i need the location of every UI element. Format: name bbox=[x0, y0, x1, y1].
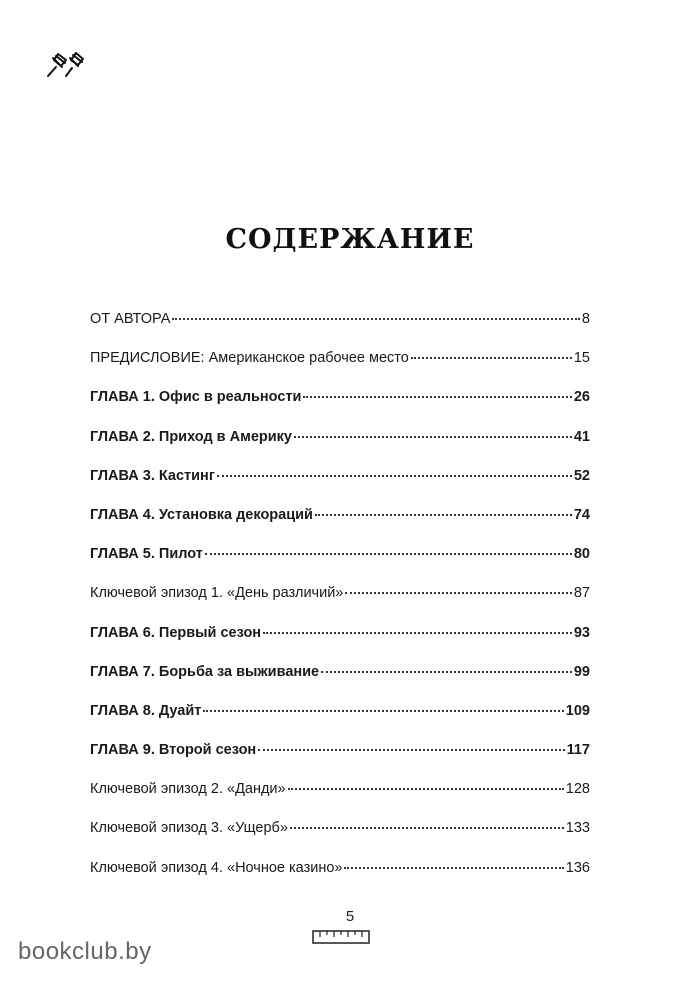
toc-entry-title: Дуайт bbox=[158, 702, 202, 719]
toc-entry-label bbox=[90, 662, 319, 682]
toc-chapter-number: ГЛАВА 5. bbox=[90, 546, 155, 563]
toc-page-number: 26 bbox=[573, 389, 590, 406]
toc-page-number: 52 bbox=[573, 467, 590, 484]
table-of-contents bbox=[90, 309, 590, 897]
toc-page-number: 87 bbox=[573, 585, 590, 602]
toc-chapter-number: ГЛАВА 9. bbox=[90, 742, 155, 759]
page-number: 5 bbox=[345, 908, 355, 925]
toc-dot-leader bbox=[258, 748, 564, 751]
toc-entry-label bbox=[90, 740, 256, 760]
toc-entry-title: ПРЕДИСЛОВИЕ: Американское рабочее место bbox=[90, 350, 409, 367]
toc-page-number: 93 bbox=[573, 624, 590, 641]
toc-page-number: 136 bbox=[565, 859, 590, 876]
toc-entry-title: Офис в реальности bbox=[158, 389, 302, 406]
toc-chapter-number: ГЛАВА 3. bbox=[90, 467, 155, 484]
toc-page-number: 128 bbox=[565, 781, 590, 798]
toc-entry-title: Ключевой эпизод 4. «Ночное казино» bbox=[90, 859, 343, 876]
toc-entry bbox=[90, 858, 590, 897]
toc-entry-title: Ключевой эпизод 2. «Данди» bbox=[90, 781, 286, 798]
toc-chapter-number: ГЛАВА 2. bbox=[90, 428, 155, 445]
toc-page-number: 109 bbox=[565, 702, 590, 719]
toc-entry-label bbox=[90, 583, 343, 603]
toc-entry-title: ОТ АВТОРА bbox=[90, 311, 171, 327]
toc-entry bbox=[90, 505, 590, 544]
toc-entry-label bbox=[90, 623, 261, 643]
page-title: СОДЕРЖАНИЕ bbox=[225, 224, 475, 255]
toc-entry-label bbox=[90, 544, 203, 564]
toc-entry-label bbox=[90, 466, 215, 486]
toc-dot-leader bbox=[217, 474, 572, 477]
toc-chapter-number: ГЛАВА 1. bbox=[90, 389, 155, 406]
toc-entry bbox=[90, 740, 590, 779]
toc-entry bbox=[90, 544, 590, 583]
toc-entry bbox=[90, 427, 590, 466]
toc-dot-leader bbox=[205, 552, 572, 555]
watermark: bookclub.by bbox=[18, 938, 152, 965]
toc-page-number: 15 bbox=[573, 350, 590, 367]
toc-entry-label bbox=[90, 818, 288, 838]
toc-entry bbox=[90, 623, 590, 662]
toc-chapter-number: ГЛАВА 6. bbox=[90, 624, 155, 641]
toc-dot-leader bbox=[321, 670, 572, 673]
toc-entry-title: Ключевой эпизод 1. «День различий» bbox=[90, 585, 344, 602]
ruler-icon bbox=[312, 929, 370, 945]
toc-page-number: 133 bbox=[565, 820, 590, 837]
toc-entry-label bbox=[90, 309, 170, 329]
toc-dot-leader bbox=[345, 591, 571, 594]
toc-page-number: 74 bbox=[573, 506, 590, 523]
toc-entry bbox=[90, 309, 590, 348]
toc-entry-title: Приход в Америку bbox=[158, 428, 292, 445]
toc-chapter-number: ГЛАВА 4. bbox=[90, 506, 155, 523]
toc-entry bbox=[90, 387, 590, 426]
toc-page-number: 99 bbox=[573, 663, 590, 680]
toc-entry-title: Первый сезон bbox=[158, 624, 262, 641]
toc-dot-leader bbox=[288, 787, 564, 790]
toc-dot-leader bbox=[290, 826, 564, 829]
pushpins-icon bbox=[44, 46, 88, 80]
toc-dot-leader bbox=[315, 513, 572, 516]
toc-entry bbox=[90, 466, 590, 505]
toc-page-number: 117 bbox=[566, 742, 590, 759]
toc-entry-title: Пилот bbox=[158, 546, 203, 563]
toc-entry-label bbox=[90, 505, 313, 525]
toc-dot-leader bbox=[172, 317, 580, 320]
toc-entry bbox=[90, 818, 590, 857]
toc-page-number: 41 bbox=[573, 428, 590, 445]
toc-chapter-number: ГЛАВА 8. bbox=[90, 702, 155, 719]
toc-page-number: 80 bbox=[573, 546, 590, 563]
toc-dot-leader bbox=[294, 435, 572, 438]
toc-entry-title: Ключевой эпизод 3. «Ущерб» bbox=[90, 820, 288, 837]
toc-entry-label bbox=[90, 858, 342, 878]
toc-entry bbox=[90, 701, 590, 740]
toc-dot-leader bbox=[303, 395, 571, 398]
toc-entry bbox=[90, 583, 590, 622]
toc-entry-label bbox=[90, 387, 301, 407]
toc-entry bbox=[90, 779, 590, 818]
toc-entry-title: Кастинг bbox=[158, 467, 215, 484]
toc-entry-title: Борьба за выживание bbox=[158, 663, 320, 680]
toc-dot-leader bbox=[263, 631, 572, 634]
toc-entry bbox=[90, 348, 590, 387]
toc-dot-leader bbox=[411, 356, 572, 359]
toc-chapter-number: ГЛАВА 7. bbox=[90, 663, 155, 680]
toc-dot-leader bbox=[203, 709, 563, 712]
toc-entry bbox=[90, 662, 590, 701]
toc-entry-label bbox=[90, 348, 409, 368]
toc-entry-title: Установка декораций bbox=[158, 506, 313, 523]
toc-entry-label bbox=[90, 779, 286, 799]
toc-dot-leader bbox=[344, 866, 563, 869]
toc-entry-label bbox=[90, 427, 292, 447]
toc-entry-label bbox=[90, 701, 201, 721]
toc-entry-title: Второй сезон bbox=[158, 742, 257, 759]
toc-page-number: 8 bbox=[581, 311, 590, 327]
